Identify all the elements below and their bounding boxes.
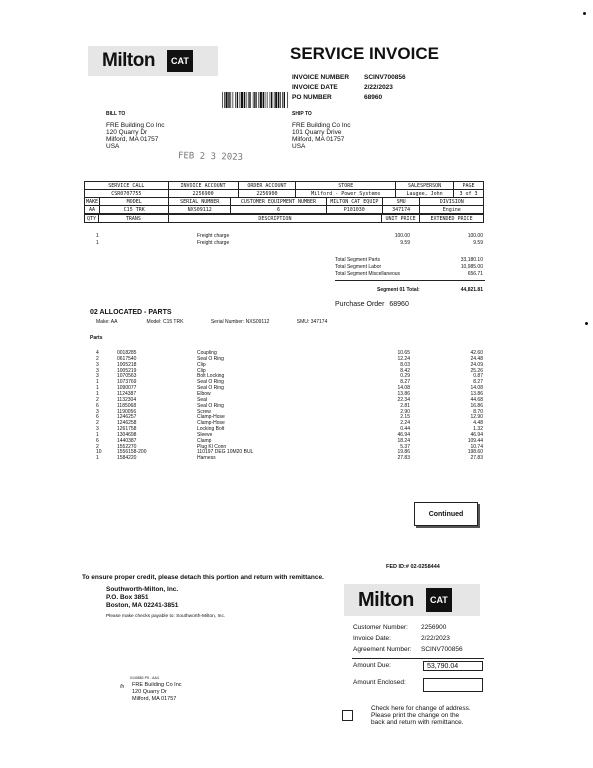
part-number-cell: 1584220 xyxy=(117,455,137,462)
unit-price-cell: 12.24 xyxy=(397,355,410,362)
ext-price-cell: 44.68 xyxy=(470,396,483,403)
stub-divider xyxy=(352,658,484,659)
ext-price-cell: 14.08 xyxy=(470,385,483,392)
ship-to-line: USA xyxy=(292,143,306,150)
cat-logo-icon: CAT xyxy=(167,50,193,72)
value-cell: 2256900 xyxy=(238,190,296,198)
value-cell: P101030 xyxy=(326,206,382,214)
total-row xyxy=(0,271,593,278)
desc-cell: Coupling xyxy=(197,350,217,356)
barcode-bar xyxy=(235,92,236,108)
ext-price-cell: 12.90 xyxy=(470,414,483,421)
info-table-row3 xyxy=(84,214,484,223)
bill-to-label: BILL TO xyxy=(106,111,126,117)
ext-price-cell: 24.48 xyxy=(470,355,483,362)
qty-cell: 3 xyxy=(96,361,99,368)
barcode-bar xyxy=(230,92,231,108)
barcode-bar xyxy=(228,92,229,108)
desc-cell: Seal O Ring xyxy=(197,379,224,386)
ship-to-label: SHIP TO xyxy=(292,111,312,117)
continued-button: Continued xyxy=(414,502,478,526)
header-cell: UNIT PRICE xyxy=(382,215,420,223)
header-cell: EXTENDED PRICE xyxy=(420,215,484,223)
totals-divider xyxy=(335,280,485,281)
unit-price-cell: 0.44 xyxy=(400,426,410,433)
qty-cell: 2 xyxy=(96,396,99,403)
ship-to-line: Milford, MA 01757 xyxy=(292,136,345,143)
unit-price-cell: 10.65 xyxy=(397,350,410,356)
header-cell: TRANS xyxy=(98,215,168,223)
total-value: 656.71 xyxy=(467,271,483,277)
ext-price-cell: 198.60 xyxy=(467,449,483,456)
header-cell: SALESPERSON xyxy=(396,182,454,190)
mail-line: Milford, MA 01757 xyxy=(132,696,177,702)
amount-enclosed-label: Amount Enclosed: xyxy=(353,679,406,686)
segment-total-value: 44,821.81 xyxy=(460,287,483,293)
qty-cell: 1 xyxy=(96,240,99,246)
value-cell: C15 TRK xyxy=(100,206,169,214)
customer-number-label: Customer Number: xyxy=(353,624,408,631)
qty-cell: 4 xyxy=(96,350,99,356)
desc-cell: Seal O Ring xyxy=(197,355,224,362)
header-cell: ORDER ACCOUNT xyxy=(238,182,296,190)
mail-code: 0140882 PS - AA4 xyxy=(130,676,159,680)
header-cell: QTY xyxy=(85,215,99,223)
header-cell: SERVICE CALL xyxy=(85,182,169,190)
bill-to-line: USA xyxy=(106,143,120,150)
part-number-cell: 1556158-200 xyxy=(117,449,147,456)
customer-number: 2256900 xyxy=(421,624,447,631)
amount-enclosed-field[interactable] xyxy=(423,678,483,692)
qty-cell: 3 xyxy=(96,408,99,415)
po-number-label: PO NUMBER xyxy=(292,94,332,101)
qty-cell: 6 xyxy=(96,402,99,409)
stub-cat-logo-icon: CAT xyxy=(426,588,452,612)
invoice-number-label: INVOICE NUMBER xyxy=(292,74,350,81)
value-cell: Laugee, John xyxy=(396,190,454,198)
value-cell: 2256900 xyxy=(168,190,238,198)
qty-cell: 6 xyxy=(96,437,99,444)
desc-cell: Harness xyxy=(197,455,216,462)
barcode-bar xyxy=(258,92,259,108)
barcode-image xyxy=(222,92,288,108)
purchase-order xyxy=(335,301,409,308)
barcode-bar xyxy=(274,92,275,108)
remit-address xyxy=(106,586,178,610)
value-cell: Milford - Power Systems xyxy=(296,190,396,198)
qty-cell: 2 xyxy=(96,355,99,362)
desc-cell: Locking Bolt xyxy=(197,426,225,433)
unit-price-cell: 8.27 xyxy=(400,379,410,386)
part-number-cell: 1132304 xyxy=(117,396,137,403)
part-number-cell: 1005218 xyxy=(117,361,137,368)
ext-price-cell: 109.44 xyxy=(467,437,483,444)
barcode-bar xyxy=(265,92,266,108)
model-value: C15 TRK xyxy=(162,319,184,325)
received-stamp: FEB 2 3 2023 xyxy=(177,151,244,163)
header-cell: MILTON CAT EQUIP xyxy=(326,198,382,206)
make-label: Make: xyxy=(96,319,110,325)
value-cell: 3 of 3 xyxy=(454,190,484,198)
desc-cell: Seal xyxy=(197,396,208,403)
purchase-order-value: 68960 xyxy=(389,301,409,308)
bill-to-address xyxy=(106,122,165,150)
total-value: 33,180.10 xyxy=(460,257,483,263)
change-of-address-note xyxy=(371,705,471,726)
make-value: AA xyxy=(110,319,118,325)
total-row xyxy=(0,257,593,264)
barcode-bar xyxy=(233,92,234,108)
desc-cell: Screw xyxy=(197,408,211,415)
ext-price-cell: 24.09 xyxy=(470,361,483,368)
part-number-cell: 0617540 xyxy=(117,355,137,362)
logo-text: Milton xyxy=(102,50,155,71)
smu-value: 347174 xyxy=(310,319,328,325)
change-of-address-checkbox[interactable] xyxy=(342,710,353,721)
amount-due-label: Amount Due: xyxy=(353,662,391,669)
unit-price-cell: 8.03 xyxy=(400,361,410,368)
remit-line: P.O. Box 3851 xyxy=(106,594,149,601)
ext-price-cell: 10.74 xyxy=(470,443,483,450)
part-number-cell: 0018285 xyxy=(117,350,137,356)
invoice-date-label: INVOICE DATE xyxy=(292,84,338,91)
value-cell: 6 xyxy=(231,206,327,214)
value-cell: NXS09112 xyxy=(169,206,231,214)
remit-line: Southworth-Milton, Inc. xyxy=(106,586,179,593)
table-row xyxy=(0,455,593,462)
qty-cell: 1 xyxy=(96,385,99,392)
part-number-cell: 1070563 xyxy=(117,373,137,380)
scan-mark xyxy=(585,322,588,325)
barcode-bar xyxy=(246,92,247,108)
serial-value: NXS09112 xyxy=(245,319,270,325)
header-cell: DESCRIPTION xyxy=(168,215,381,223)
desc-cell: Bolt Locking xyxy=(197,373,225,380)
unit-price-cell: 100.00 xyxy=(394,233,410,239)
purchase-order-label: Purchase Order xyxy=(335,301,385,308)
desc-cell: Seal O Ring xyxy=(197,402,224,409)
value-cell: 347174 xyxy=(382,206,420,214)
unit-price-cell: 27.83 xyxy=(397,455,410,462)
header-cell: MAKE xyxy=(86,198,99,205)
ext-price-cell: 8.27 xyxy=(473,379,483,386)
unit-price-cell: 8.42 xyxy=(400,367,410,374)
invoice-number: SCINV700856 xyxy=(364,74,406,81)
unit-price-cell: 46.94 xyxy=(397,431,410,438)
total-label: Total Segment Miscellaneous xyxy=(335,271,401,277)
part-number-cell: 1090077 xyxy=(117,385,137,392)
unit-price-cell: 2.24 xyxy=(400,420,410,427)
desc-cell: 110197 DEG 10M20 BUL xyxy=(197,449,254,456)
qty-cell: 1 xyxy=(96,390,99,397)
ship-to-address xyxy=(292,122,351,150)
stub-details xyxy=(353,622,463,655)
stub-invoice-date: 2/22/2023 xyxy=(421,635,450,642)
value-cell: AA xyxy=(85,206,100,214)
desc-cell: Sleeve xyxy=(197,431,213,438)
qty-cell: 1 xyxy=(96,431,99,438)
bill-to-line: FRE Building Co Inc xyxy=(106,122,165,129)
info-table-row2 xyxy=(84,197,484,214)
barcode-bar xyxy=(278,92,279,108)
scan-mark xyxy=(583,12,586,15)
stub-milton-cat-logo xyxy=(344,584,480,616)
desc-cell: Clip xyxy=(197,361,206,368)
section-title: 02 ALLOCATED - PARTS xyxy=(90,309,172,316)
ext-price-cell: 100.00 xyxy=(467,233,483,239)
desc-cell: Freight charge xyxy=(197,240,230,246)
barcode-bar xyxy=(287,92,288,108)
unit-price-cell: 2.90 xyxy=(400,408,410,415)
header-cell: MODEL xyxy=(100,198,169,206)
header-cell: CUSTOMER EQUIPMENT NUMBER xyxy=(231,198,327,206)
qty-cell: 3 xyxy=(96,373,99,380)
header-cell: DIVISION xyxy=(420,198,484,206)
part-number-cell: 1552270 xyxy=(117,443,137,450)
desc-cell: Clamp xyxy=(197,437,212,444)
ship-to-line: 101 Quarry Drive xyxy=(292,129,342,136)
agreement-number: SCINV700856 xyxy=(421,646,463,653)
header-cell: STORE xyxy=(296,182,396,190)
barcode-bar xyxy=(260,92,262,108)
unit-price-cell: 22.34 xyxy=(397,396,410,403)
smu-label: SMU: xyxy=(296,319,310,325)
unit-price-cell: 2.81 xyxy=(400,402,410,409)
mail-line: FRE Building Co Inc xyxy=(132,682,182,688)
part-number-cell: 1185068 xyxy=(117,402,137,409)
amount-due-field: 53,790.04 xyxy=(423,661,483,671)
bill-to-line: Milford, MA 01757 xyxy=(106,136,159,143)
fed-id: FED ID:# 02-0258444 xyxy=(386,564,440,570)
qty-cell: 6 xyxy=(96,414,99,421)
part-number-cell: 1261758 xyxy=(117,426,137,433)
barcode-bar xyxy=(275,92,277,108)
ship-to-line: FRE Building Co Inc xyxy=(292,122,351,129)
part-number-cell: 1304698 xyxy=(117,431,137,438)
segment-total-row xyxy=(0,287,593,294)
header-cell: SERIAL NUMBER xyxy=(169,198,231,206)
part-number-cell: 1246258 xyxy=(117,420,137,427)
agreement-number-label: Agreement Number: xyxy=(353,646,412,653)
barcode-bar xyxy=(271,92,272,108)
desc-cell: Clamp-Hose xyxy=(197,414,225,421)
desc-cell: Seal O Ring xyxy=(197,385,224,392)
desc-cell: Clip xyxy=(197,367,206,374)
value-cell: Engine xyxy=(420,206,484,214)
ext-price-cell: 16.86 xyxy=(470,402,483,409)
barcode-bar xyxy=(263,92,264,108)
qty-cell: 2 xyxy=(96,420,99,427)
header-cell: INVOICE ACCOUNT xyxy=(168,182,238,190)
barcode-bar xyxy=(226,92,228,108)
qty-cell: 10 xyxy=(96,449,102,456)
invoice-meta xyxy=(292,73,406,103)
header-cell: SMU xyxy=(382,198,420,206)
part-number-cell: 1073769 xyxy=(117,379,137,386)
mail-line: 120 Quarry Dr xyxy=(132,689,167,695)
table-row xyxy=(0,233,593,240)
ext-price-cell: 4.48 xyxy=(473,420,483,427)
header-cell: PAGE xyxy=(454,182,484,190)
desc-cell: Elbow xyxy=(197,390,211,397)
model-label: Model: xyxy=(146,319,162,325)
page-title: SERVICE INVOICE xyxy=(290,44,439,63)
barcode-bar xyxy=(270,92,271,108)
barcode-bar xyxy=(254,92,255,108)
barcode-bar xyxy=(253,92,254,108)
address-note-line: Check here for change of address. xyxy=(371,705,471,712)
barcode-bar xyxy=(249,92,250,108)
section-equipment xyxy=(96,319,327,325)
total-value: 10,985.00 xyxy=(460,264,483,270)
ext-price-cell: 27.83 xyxy=(470,455,483,462)
ext-price-cell: 1.32 xyxy=(473,426,483,433)
invoice-date: 2/22/2023 xyxy=(364,84,393,91)
barcode-bar xyxy=(282,92,283,108)
info-table-row1 xyxy=(84,181,484,198)
total-label: Total Segment Parts xyxy=(335,257,381,263)
serial-label: Serial Number: xyxy=(210,319,245,325)
table-row xyxy=(0,240,593,247)
barcode-bar xyxy=(267,92,268,108)
unit-price-cell: 9.59 xyxy=(400,240,410,246)
part-number-cell: 1124387 xyxy=(117,390,137,397)
barcode-bar xyxy=(237,92,238,108)
desc-cell: Clamp-Hose xyxy=(197,420,225,427)
po-number: 68960 xyxy=(364,94,383,101)
part-number-cell: 1246257 xyxy=(117,414,137,421)
mail-address xyxy=(132,682,182,703)
barcode-bar xyxy=(224,92,225,108)
unit-price-cell: 14.08 xyxy=(397,385,410,392)
unit-price-cell: 19.86 xyxy=(397,449,410,456)
qty-cell: 1 xyxy=(96,233,99,239)
unit-price-cell: 18.24 xyxy=(397,437,410,444)
barcode-bar xyxy=(280,92,281,108)
barcode-bar xyxy=(248,92,249,108)
desc-cell: Plug Kl Conn xyxy=(197,443,227,450)
remit-line: Boston, MA 02241-3851 xyxy=(106,602,179,609)
segment-total-label: Segment 01 Total: xyxy=(377,287,420,293)
remit-instruction: To ensure proper credit, please detach this portion and return with remittance. xyxy=(82,574,324,581)
barcode-bar xyxy=(222,92,223,108)
ext-price-cell: 25.26 xyxy=(470,367,483,374)
qty-cell: 2 xyxy=(96,443,99,450)
part-number-cell: 1005219 xyxy=(117,367,137,374)
value-cell: CSR0707755 xyxy=(85,190,169,198)
unit-price-cell: 2.15 xyxy=(400,414,410,421)
bill-to-line: 120 Quarry Dr xyxy=(106,129,148,136)
qty-cell: 1 xyxy=(96,379,99,386)
milton-cat-logo xyxy=(88,46,218,76)
total-row xyxy=(0,264,593,271)
stub-invoice-date-label: Invoice Date: xyxy=(353,635,391,642)
checks-note: Please make checks payable to: Southworth-Milton, Inc. xyxy=(106,614,226,619)
qty-cell: 3 xyxy=(96,367,99,374)
qty-cell: 3 xyxy=(96,426,99,433)
part-number-cell: 1440387 xyxy=(117,437,137,444)
desc-cell: Freight charge xyxy=(197,233,230,239)
parts-label: Parts xyxy=(90,335,103,341)
unit-price-cell: 5.37 xyxy=(400,443,410,450)
barcode-bar xyxy=(241,92,243,108)
barcode-bar xyxy=(284,92,285,108)
ext-price-cell: 46.94 xyxy=(470,431,483,438)
qty-cell: 1 xyxy=(96,455,99,462)
barcode-bar xyxy=(256,92,257,108)
mail-prefix: /h xyxy=(120,684,125,690)
stub-logo-text: Milton xyxy=(358,588,414,611)
ext-price-cell: 0.87 xyxy=(473,373,483,380)
ext-price-cell: 9.59 xyxy=(473,240,483,246)
total-label: Total Segment Labor xyxy=(335,264,382,270)
ext-price-cell: 13.86 xyxy=(470,390,483,397)
barcode-bar xyxy=(240,92,241,108)
ext-price-cell: 8.70 xyxy=(473,408,483,415)
address-note-line: back and return with remittance. xyxy=(371,719,464,726)
unit-price-cell: 0.29 xyxy=(400,373,410,380)
part-number-cell: 1190056 xyxy=(117,408,137,415)
barcode-bar xyxy=(244,92,245,108)
address-note-line: Please print the change on the xyxy=(371,712,460,719)
ext-price-cell: 42.60 xyxy=(470,350,483,356)
unit-price-cell: 13.86 xyxy=(397,390,410,397)
